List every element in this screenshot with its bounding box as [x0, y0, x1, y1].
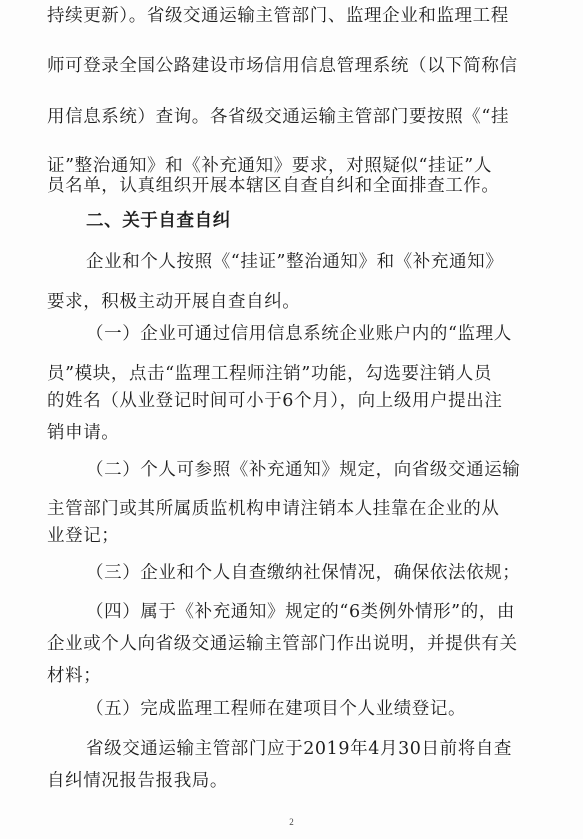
section-heading: 二、关于自查自纠 [86, 211, 231, 231]
list-item-line: 材料； [47, 666, 102, 686]
body-text-line: 用信息系统）查询。各省级交通运输主管部门要按照《“挂 [47, 107, 510, 127]
body-text-line: 企业和个人按照《“挂证”整治通知》和《补充通知》 [86, 252, 504, 272]
body-text-line: 要求，积极主动开展自查自纠。 [47, 292, 301, 312]
body-text-line: 持续更新）。省级交通运输主管部门、监理企业和监理工程 [47, 6, 509, 26]
list-item-line: 销申请。 [47, 423, 120, 443]
list-item-line: （二）个人可参照《补充通知》规定，向省级交通运输 [86, 460, 521, 480]
list-item-line: （三）企业和个人自查缴纳社保情况，确保依法依规； [86, 563, 521, 583]
list-item-line: 主管部门或其所属质监机构申请注销本人挂靠在企业的从 [47, 499, 500, 519]
body-text-line: 员名单，认真组织开展本辖区自查自纠和全面排查工作。 [47, 176, 500, 196]
body-text-line: 师可登录全国公路建设市场信用信息管理系统（以下简称信 [47, 56, 518, 76]
list-item-line: （四）属于《补充通知》规定的“6类例外情形”的，由 [86, 602, 516, 622]
body-text-line: 自纠情况报告报我局。 [47, 771, 228, 791]
list-item-line: （五）完成监理工程师在建项目个人业绩登记。 [86, 699, 467, 719]
list-item-line: （一）企业可通过信用信息系统企业账户内的“监理人 [86, 324, 512, 344]
body-text-line: 省级交通运输主管部门应于2019年4月30日前将自查 [86, 739, 513, 759]
list-item-line: 业登记； [47, 526, 120, 546]
body-text-line: 证”整治通知》和《补充通知》要求，对照疑似“挂证”人 [47, 156, 492, 176]
list-item-line: 的姓名（从业登记时间可小于6个月），向上级用户提出注 [47, 391, 503, 411]
page-number: 2 [289, 817, 294, 827]
list-item-line: 企业或个人向省级交通运输主管部门作出说明，并提供有关 [47, 634, 518, 654]
list-item-line: 员”模块，点击“监理工程师注销”功能，勾选要注销人员 [47, 364, 492, 384]
